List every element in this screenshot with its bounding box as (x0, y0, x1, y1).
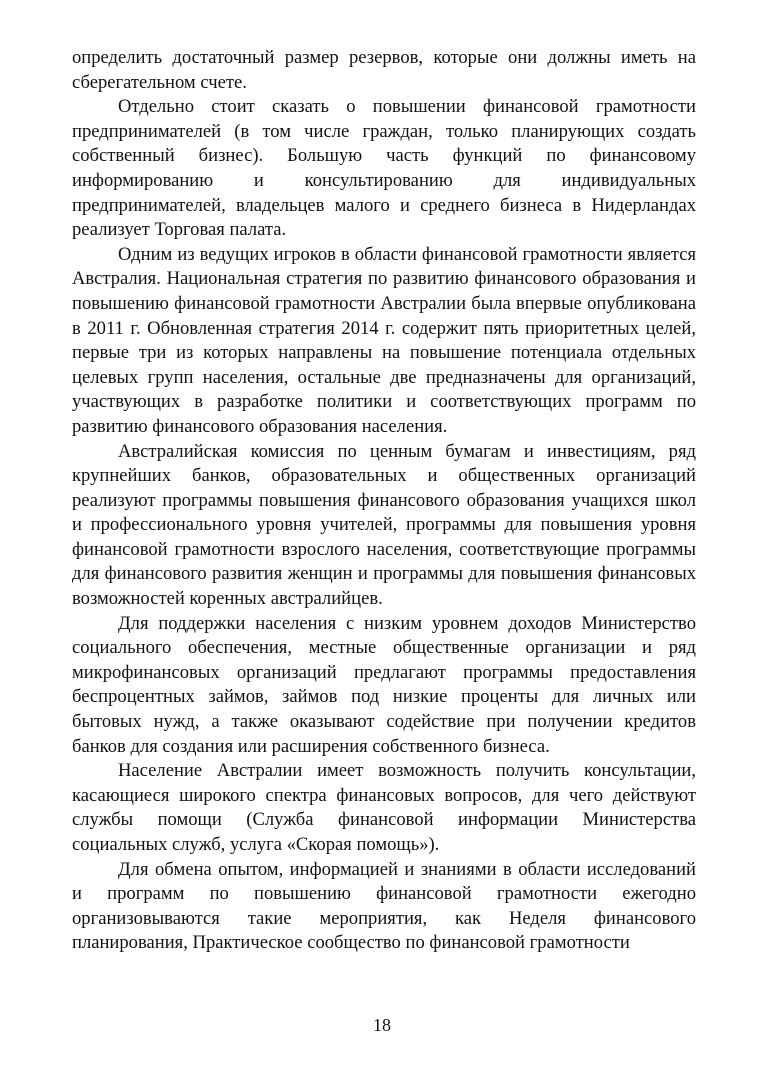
paragraph-low-income-support: Для поддержки населения с низким уровнем доходов Министерство социального обеспечения, местные общественные организации и ряд микрофинансовых организаций предлагают программы предоставления беспроцентных займов, займов под низкие проценты для личных или бытовых нужд, а также оказывают содействие при получении кредитов банков для создания или расширения собственного бизнеса. (72, 612, 696, 757)
paragraph-entrepreneurs: Отдельно стоит сказать о повышении финансовой грамотности предпринимателей (в том числе граждан, только планирующих создать собственный бизнес). Большую часть функций по финансовому информированию и консультированию для индивидуальных предпринимателей, владельцев малого и среднего бизнеса в Нидерландах реализует Торговая палата. (72, 96, 696, 241)
paragraph-australia-programs: Австралийская комиссия по ценным бумагам и инвестициям, ряд крупнейших банков, образовательных и общественных организаций реализуют программы повышения финансового образования учащихся школ и профессионального уровня учителей, программы для повышения уровня финансовой грамотности взрослого населения, соответствующие программы для финансового развития женщин и программы для повышения финансовых возможностей коренных австралийцев. (72, 440, 696, 610)
body-text (72, 46, 696, 956)
page-number: 18 (373, 1015, 391, 1035)
paragraph-continuation: определить достаточный размер резервов, которые они должны иметь на сберегательном счете. (72, 47, 696, 93)
paragraph-events: Для обмена опытом, информацией и знаниями в области исследований и программ по повышению финансовой грамотности ежегодно организовываются такие мероприятия, как Неделя финансового планирования, Практическое сообщество по финансовой грамотности (72, 858, 696, 954)
paragraph-consultations: Население Австралии имеет возможность получить консультации, касающиеся широкого спектра финансовых вопросов, для чего действуют службы помощи (Служба финансовой информации Министерства социальных служб, услуга «Скорая помощь»). (72, 760, 696, 855)
paragraph-australia-strategy: Одним из ведущих игроков в области финансовой грамотности является Австралия. Национальная стратегия по развитию финансового образования и повышению финансовой грамотности Австралии была впервые опубликована в 2011 г. Обновленная стратегия 2014 г. содержит пять приоритетных целей, первые три из которых направлены на повышение потенциала отдельных целевых групп населения, остальные две предназначены для организаций, участвующих в разработке политики и соответствующих программ по развитию финансового образования населения. (72, 243, 696, 437)
